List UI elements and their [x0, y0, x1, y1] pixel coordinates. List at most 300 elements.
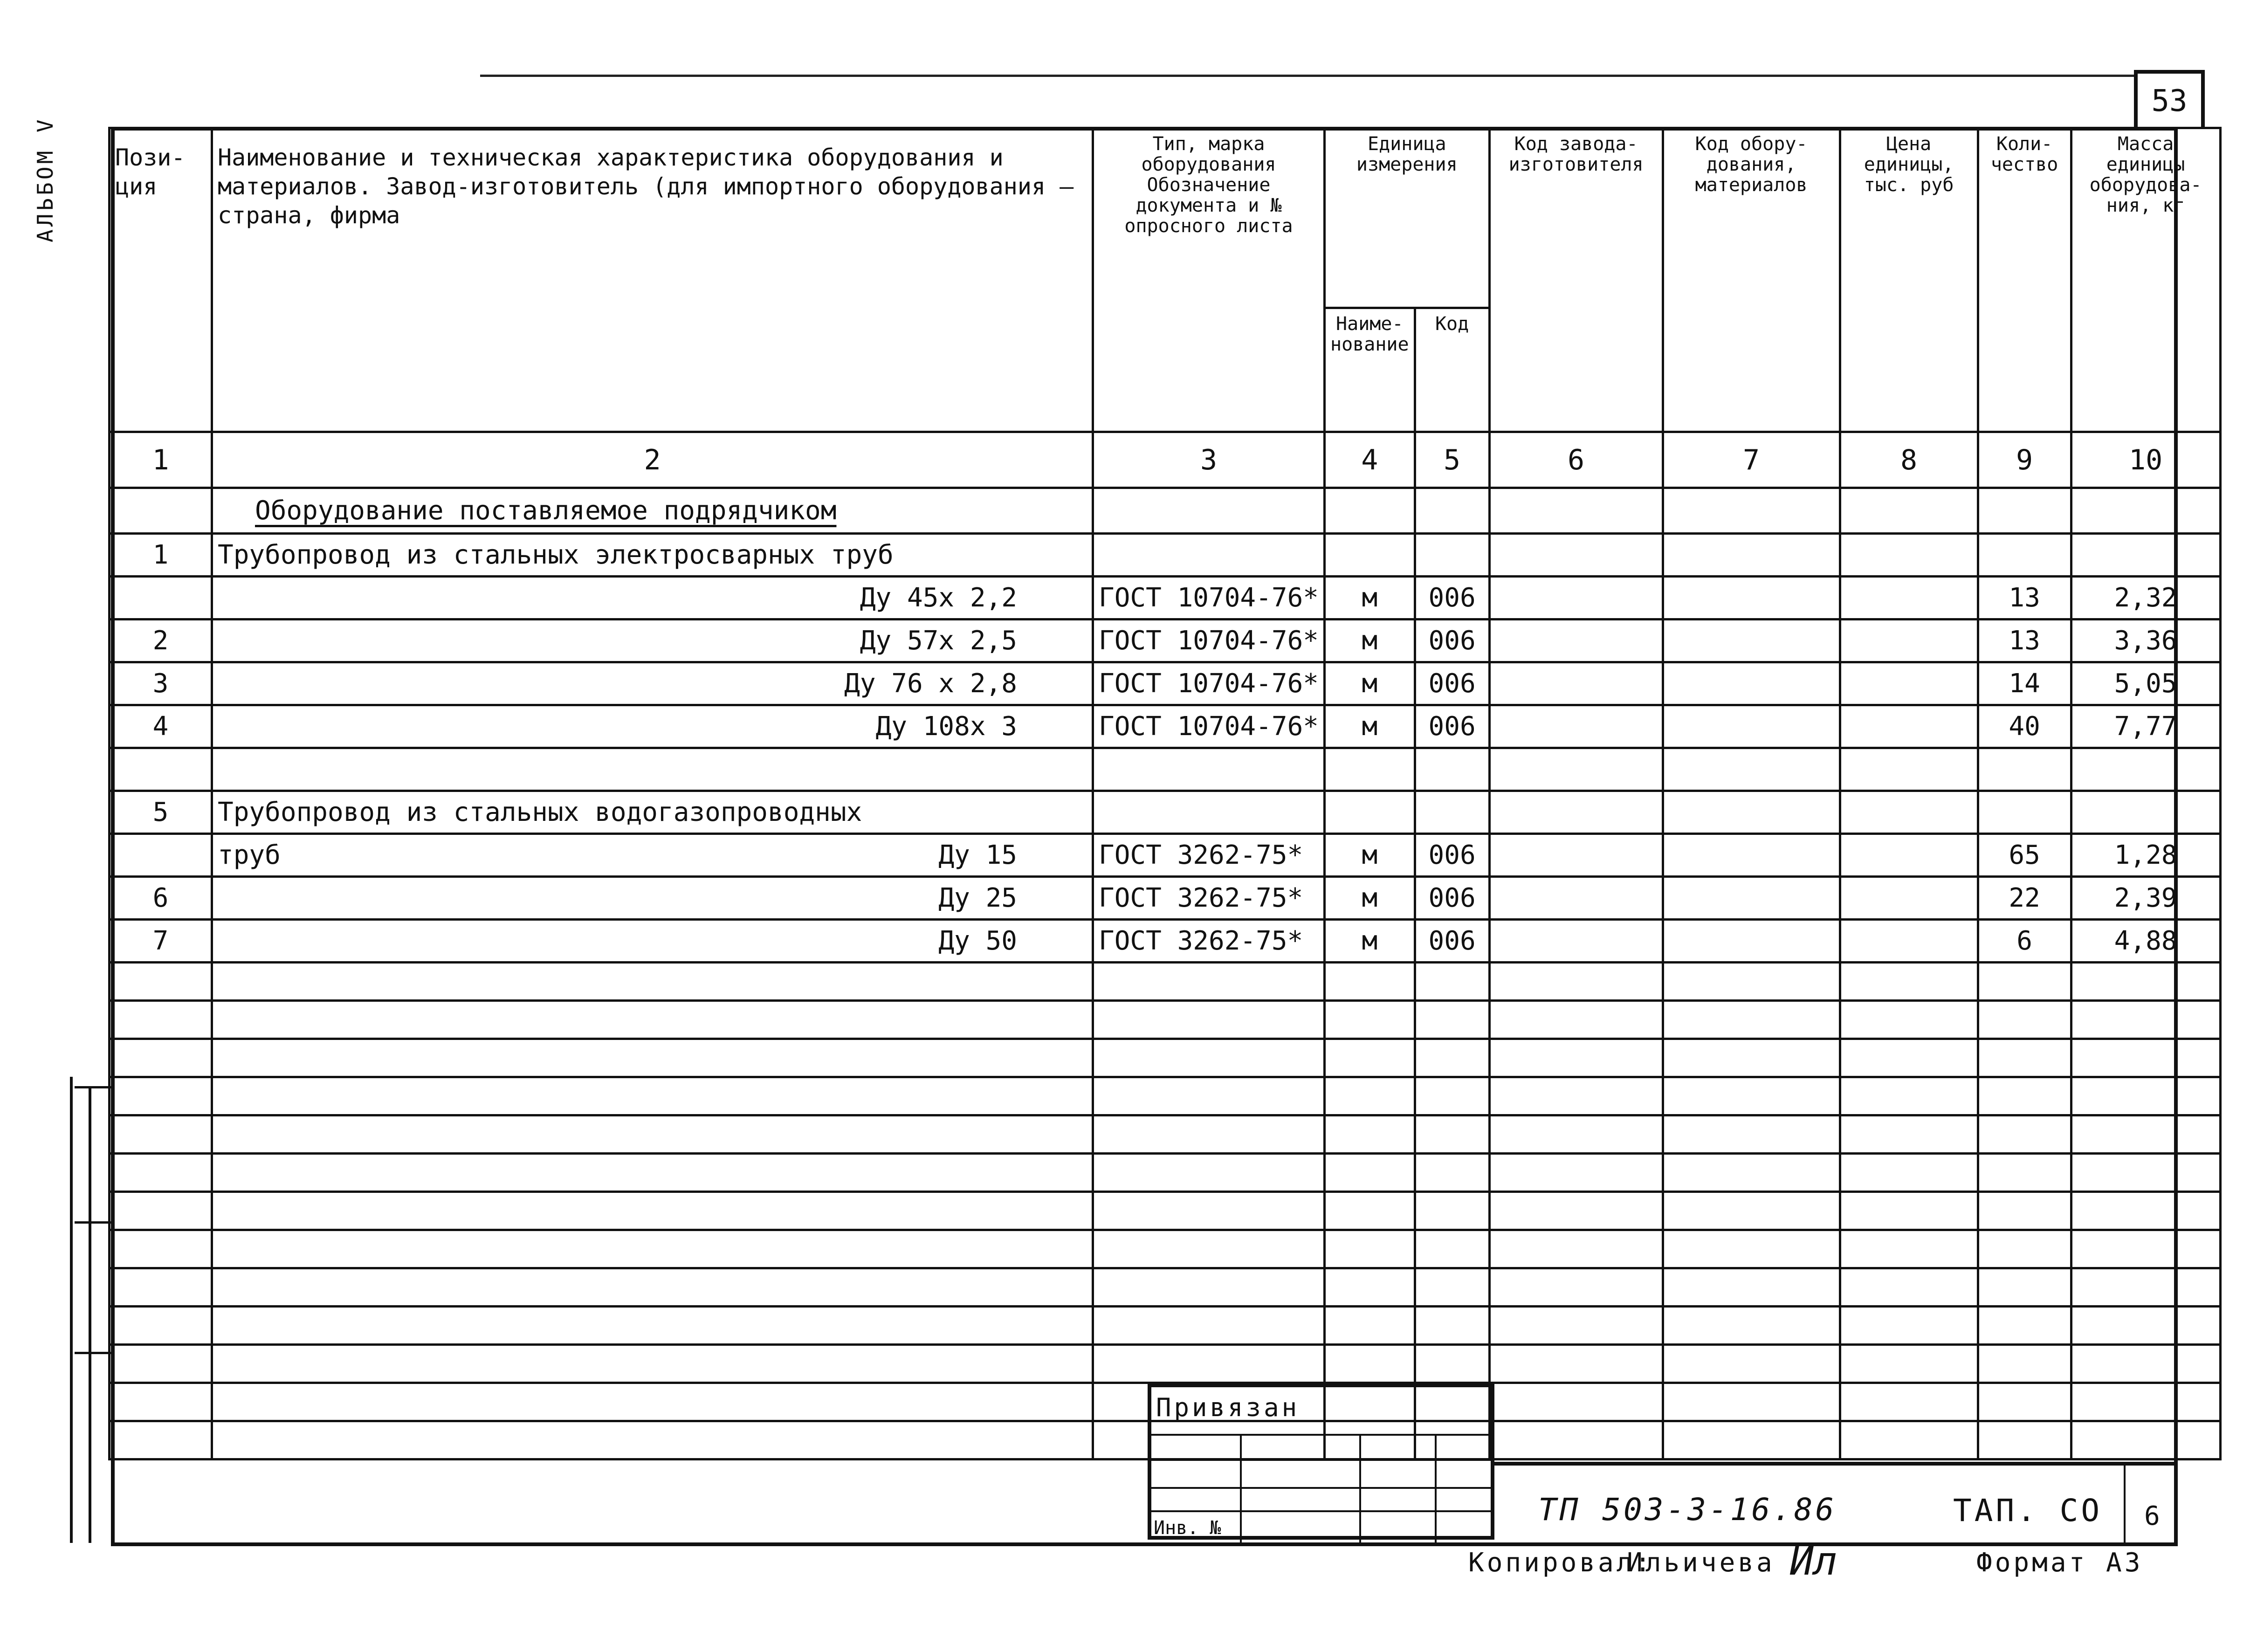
row-type: ГОСТ 10704-76*: [1093, 577, 1325, 620]
blank-cell: [1978, 1383, 2071, 1421]
column-number: 2: [212, 432, 1093, 488]
inventory-number-label: Инв. №: [1154, 1517, 1221, 1539]
row-mass: 1,28: [2071, 834, 2220, 877]
blank-cell: [1978, 1154, 2071, 1192]
row-equipment-code: [1663, 877, 1840, 920]
row-mass: 7,77: [2071, 705, 2220, 748]
column-number: 5: [1415, 432, 1489, 488]
row-unit-code: [1415, 748, 1489, 791]
row-name: [212, 834, 1093, 877]
row-type: [1093, 791, 1325, 834]
row-unit-code: 006: [1415, 834, 1489, 877]
row-quantity: 22: [1978, 877, 2071, 920]
blank-cell: [212, 1345, 1093, 1383]
blank-cell: [1415, 1307, 1489, 1345]
row-unit: м: [1325, 620, 1415, 662]
section-title: Оборудование поставляемое подрядчиком: [212, 488, 1093, 534]
blank-cell: [1489, 1230, 1663, 1268]
table-row: [110, 662, 2221, 705]
table-row: [110, 834, 2221, 877]
row-plant-code: [1489, 662, 1663, 705]
row-equipment-code: [1663, 834, 1840, 877]
blank-cell: [2071, 1345, 2220, 1383]
blank-cell: [1489, 1192, 1663, 1230]
blank-cell: [212, 1077, 1093, 1115]
row-plant-code: [1489, 577, 1663, 620]
blank-cell: [1840, 1039, 1978, 1077]
row-nominal-size: Ду 50: [938, 926, 1017, 956]
column-number: 9: [1978, 432, 2071, 488]
blank-cell: [1978, 1192, 2071, 1230]
binding-margin-tick: [75, 1086, 111, 1088]
blank-cell: [110, 1115, 212, 1154]
row-price: [1840, 577, 1978, 620]
row-type: ГОСТ 3262-75*: [1093, 877, 1325, 920]
title-block-rule: [1148, 1510, 1494, 1512]
blank-cell: [1415, 1115, 1489, 1154]
blank-cell: [1663, 1039, 1840, 1077]
blank-cell: [1093, 1345, 1325, 1383]
row-position: 7: [110, 920, 212, 963]
blank-cell: [1415, 1039, 1489, 1077]
blank-cell: [212, 1001, 1093, 1039]
row-name: [212, 662, 1093, 705]
blank-cell: [1978, 1307, 2071, 1345]
signature: Ил: [1790, 1538, 1837, 1584]
blank-cell: [1093, 1230, 1325, 1268]
blank-row: [110, 1115, 2221, 1154]
header-name: Наименование и техническая характеристика оборудования и материалов. Завод-изготовитель (для импортного оборудования — страна, фирма: [212, 128, 1093, 432]
row-price: [1840, 748, 1978, 791]
blank-cell: [1663, 1001, 1840, 1039]
row-quantity: 40: [1978, 705, 2071, 748]
column-number: 4: [1325, 432, 1415, 488]
sheet-corner-number: 6: [2144, 1501, 2160, 1531]
header-mass: Масса единицы оборудова-ния, кг: [2071, 128, 2220, 432]
title-block-rule: [1435, 1434, 1437, 1546]
blank-cell: [1663, 1345, 1840, 1383]
blank-cell: [1978, 1230, 2071, 1268]
row-unit: м: [1325, 920, 1415, 963]
blank-cell: [1840, 1001, 1978, 1039]
row-quantity: 13: [1978, 620, 2071, 662]
row-equipment-code: [1663, 662, 1840, 705]
blank-cell: [1325, 963, 1415, 1001]
blank-cell: [1325, 1307, 1415, 1345]
blank-row: [110, 1268, 2221, 1307]
row-unit-code: 006: [1415, 877, 1489, 920]
header-type: Тип, марка оборудования Обозначение документа и № опросного листа: [1093, 128, 1325, 432]
header-plant-code: Код завода-изготовителя: [1489, 128, 1663, 432]
row-mass: [2071, 534, 2220, 577]
blank-cell: [1663, 963, 1840, 1001]
blank-cell: [212, 1268, 1093, 1307]
row-equipment-code: [1663, 705, 1840, 748]
blank-cell: [1489, 1154, 1663, 1192]
blank-row: [110, 1077, 2221, 1115]
row-name-text: Трубопровод из стальных водогазопроводных: [218, 797, 862, 827]
table-row: [110, 877, 2221, 920]
attached-label: Привязан: [1156, 1393, 1300, 1422]
blank-cell: [1093, 1077, 1325, 1115]
row-plant-code: [1489, 791, 1663, 834]
blank-cell: [110, 963, 212, 1001]
blank-cell: [110, 1192, 212, 1230]
blank-cell: [110, 1421, 212, 1459]
table-row: [110, 620, 2221, 662]
header-price: Цена единицы, тыс. руб: [1840, 128, 1978, 432]
blank-cell: [1415, 1192, 1489, 1230]
blank-cell: [1840, 1307, 1978, 1345]
row-position: 1: [110, 534, 212, 577]
row-price: [1840, 920, 1978, 963]
blank-cell: [212, 963, 1093, 1001]
blank-cell: [2071, 1307, 2220, 1345]
row-nominal-size: Ду 76 х 2,8: [844, 668, 1017, 699]
row-position: [110, 577, 212, 620]
blank-cell: [1978, 1115, 2071, 1154]
blank-cell: [1489, 1421, 1663, 1459]
blank-cell: [110, 1154, 212, 1192]
blank-cell: [1489, 1307, 1663, 1345]
blank-cell: [1489, 1345, 1663, 1383]
blank-cell: [2071, 1001, 2220, 1039]
blank-cell: [1325, 1154, 1415, 1192]
row-name: [212, 620, 1093, 662]
header-unit: Единица измерения: [1325, 128, 1490, 308]
blank-cell: [1415, 1345, 1489, 1383]
row-price: [1840, 662, 1978, 705]
table-row: [110, 920, 2221, 963]
row-quantity: 6: [1978, 920, 2071, 963]
header-position: Пози-ция: [110, 128, 212, 432]
row-position: 5: [110, 791, 212, 834]
blank-cell: [1840, 1077, 1978, 1115]
row-type: ГОСТ 3262-75*: [1093, 834, 1325, 877]
blank-cell: [212, 1039, 1093, 1077]
blank-cell: [1415, 1154, 1489, 1192]
row-unit: м: [1325, 705, 1415, 748]
binding-margin-tick: [75, 1352, 111, 1354]
row-unit-code: 006: [1415, 705, 1489, 748]
row-price: [1840, 620, 1978, 662]
blank-cell: [1093, 1154, 1325, 1192]
blank-cell: [1325, 1192, 1415, 1230]
format-label: Формат А3: [1976, 1548, 2143, 1578]
column-number: 10: [2071, 432, 2220, 488]
row-equipment-code: [1663, 920, 1840, 963]
row-mass: 4,88: [2071, 920, 2220, 963]
header-unit-code: Код: [1415, 308, 1489, 432]
column-number: 7: [1663, 432, 1840, 488]
blank-cell: [1489, 1039, 1663, 1077]
document-code: ТП 503-3-16.86: [1538, 1492, 1837, 1528]
blank-cell: [1415, 1077, 1489, 1115]
table-row: [110, 577, 2221, 620]
blank-cell: [1325, 1268, 1415, 1307]
blank-row: [110, 1192, 2221, 1230]
row-quantity: [1978, 534, 2071, 577]
blank-cell: [1663, 1268, 1840, 1307]
blank-cell: [1093, 1268, 1325, 1307]
blank-cell: [1325, 1001, 1415, 1039]
blank-cell: [110, 1077, 212, 1115]
blank-cell: [110, 1383, 212, 1421]
row-name: [212, 705, 1093, 748]
blank-cell: [1663, 1307, 1840, 1345]
copied-by-label: Копировал:: [1468, 1548, 1654, 1578]
blank-cell: [1093, 963, 1325, 1001]
blank-cell: [1415, 963, 1489, 1001]
blank-cell: [1489, 1383, 1663, 1421]
row-equipment-code: [1663, 534, 1840, 577]
blank-cell: [2071, 963, 2220, 1001]
blank-row: [110, 1039, 2221, 1077]
blank-cell: [110, 1039, 212, 1077]
row-mass: 5,05: [2071, 662, 2220, 705]
blank-cell: [1978, 963, 2071, 1001]
row-nominal-size: Ду 45х 2,2: [860, 583, 1017, 613]
blank-cell: [1489, 1077, 1663, 1115]
row-mass: 3,36: [2071, 620, 2220, 662]
row-unit: [1325, 534, 1415, 577]
row-name: [212, 920, 1093, 963]
row-mass: 2,39: [2071, 877, 2220, 920]
blank-cell: [2071, 1230, 2220, 1268]
row-plant-code: [1489, 534, 1663, 577]
blank-cell: [212, 1230, 1093, 1268]
blank-cell: [1325, 1077, 1415, 1115]
row-unit: м: [1325, 877, 1415, 920]
row-position: [110, 748, 212, 791]
blank-cell: [1663, 1115, 1840, 1154]
blank-cell: [1978, 1001, 2071, 1039]
blank-cell: [212, 1115, 1093, 1154]
blank-cell: [110, 1230, 212, 1268]
table-row: [110, 791, 2221, 834]
row-unit-code: [1415, 534, 1489, 577]
blank-cell: [1663, 1421, 1840, 1459]
table-row: [110, 534, 2221, 577]
binding-margin-rule: [89, 1086, 91, 1543]
row-position: [110, 834, 212, 877]
blank-row: [110, 1345, 2221, 1383]
blank-cell: [110, 1345, 212, 1383]
row-name: [212, 877, 1093, 920]
blank-cell: [1325, 1230, 1415, 1268]
blank-row: [110, 1154, 2221, 1192]
row-unit-code: [1415, 791, 1489, 834]
blank-row: [110, 963, 2221, 1001]
row-type: ГОСТ 10704-76*: [1093, 662, 1325, 705]
blank-cell: [212, 1421, 1093, 1459]
row-quantity: [1978, 748, 2071, 791]
row-unit: [1325, 748, 1415, 791]
section-row: [110, 488, 2221, 534]
row-price: [1840, 534, 1978, 577]
table-row: [110, 705, 2221, 748]
page-number: 53: [2134, 70, 2205, 129]
row-unit-code: 006: [1415, 620, 1489, 662]
blank-cell: [212, 1383, 1093, 1421]
row-price: [1840, 877, 1978, 920]
row-quantity: [1978, 791, 2071, 834]
blank-row: [110, 1001, 2221, 1039]
blank-cell: [2071, 1421, 2220, 1459]
blank-cell: [2071, 1115, 2220, 1154]
blank-cell: [1840, 1230, 1978, 1268]
row-type: ГОСТ 10704-76*: [1093, 620, 1325, 662]
row-unit: м: [1325, 662, 1415, 705]
row-quantity: 14: [1978, 662, 2071, 705]
row-unit-code: 006: [1415, 920, 1489, 963]
row-nominal-size: Ду 108х 3: [875, 711, 1017, 742]
blank-cell: [1840, 1268, 1978, 1307]
row-price: [1840, 834, 1978, 877]
row-equipment-code: [1663, 791, 1840, 834]
row-plant-code: [1489, 834, 1663, 877]
blank-cell: [1093, 1039, 1325, 1077]
row-price: [1840, 791, 1978, 834]
blank-cell: [1415, 1001, 1489, 1039]
row-position: 4: [110, 705, 212, 748]
blank-cell: [1840, 1192, 1978, 1230]
row-unit: м: [1325, 834, 1415, 877]
blank-row: [110, 1307, 2221, 1345]
row-type: ГОСТ 10704-76*: [1093, 705, 1325, 748]
row-price: [1840, 705, 1978, 748]
blank-cell: [1415, 1230, 1489, 1268]
blank-cell: [1325, 1039, 1415, 1077]
row-plant-code: [1489, 705, 1663, 748]
row-name-text: Трубопровод из стальных электросварных труб: [218, 540, 894, 570]
row-plant-code: [1489, 920, 1663, 963]
row-name-text: труб: [218, 840, 281, 870]
blank-cell: [1093, 1001, 1325, 1039]
row-plant-code: [1489, 877, 1663, 920]
row-position: 2: [110, 620, 212, 662]
row-unit-code: 006: [1415, 577, 1489, 620]
row-position: 6: [110, 877, 212, 920]
header-quantity: Коли-чество: [1978, 128, 2071, 432]
blank-row: [110, 1230, 2221, 1268]
blank-cell: [1978, 1268, 2071, 1307]
column-number: 8: [1840, 432, 1978, 488]
row-plant-code: [1489, 620, 1663, 662]
blank-cell: [1663, 1154, 1840, 1192]
title-block-rule: [1148, 1487, 1494, 1489]
blank-cell: [1840, 1383, 1978, 1421]
title-block-rule: [1148, 1459, 1494, 1461]
row-mass: [2071, 748, 2220, 791]
row-name: [212, 577, 1093, 620]
blank-cell: [1978, 1345, 2071, 1383]
blank-cell: [1978, 1421, 2071, 1459]
blank-cell: [1978, 1039, 2071, 1077]
blank-cell: [1415, 1268, 1489, 1307]
blank-cell: [1978, 1077, 2071, 1115]
blank-cell: [2071, 1077, 2220, 1115]
top-rule: [480, 75, 2134, 77]
blank-cell: [1325, 1115, 1415, 1154]
blank-cell: [1093, 1192, 1325, 1230]
blank-cell: [1663, 1230, 1840, 1268]
blank-cell: [1840, 963, 1978, 1001]
blank-cell: [212, 1154, 1093, 1192]
blank-cell: [212, 1192, 1093, 1230]
copied-by-name: Ильичева: [1627, 1548, 1775, 1578]
blank-cell: [2071, 1039, 2220, 1077]
blank-cell: [1489, 1115, 1663, 1154]
row-unit-code: 006: [1415, 662, 1489, 705]
blank-cell: [1663, 1383, 1840, 1421]
specification-table: [108, 127, 2222, 1460]
blank-cell: [1325, 1345, 1415, 1383]
blank-cell: [1489, 1268, 1663, 1307]
header-unit-name: Наиме-нование: [1325, 308, 1415, 432]
blank-cell: [1663, 1192, 1840, 1230]
row-quantity: 13: [1978, 577, 2071, 620]
blank-cell: [1489, 1001, 1663, 1039]
row-name: [212, 791, 1093, 834]
blank-cell: [1840, 1345, 1978, 1383]
blank-cell: [2071, 1268, 2220, 1307]
blank-cell: [1489, 963, 1663, 1001]
row-equipment-code: [1663, 620, 1840, 662]
row-nominal-size: Ду 25: [938, 883, 1017, 913]
row-nominal-size: Ду 15: [938, 840, 1017, 870]
blank-cell: [1840, 1115, 1978, 1154]
blank-cell: [110, 1001, 212, 1039]
blank-cell: [110, 1307, 212, 1345]
row-plant-code: [1489, 748, 1663, 791]
row-unit: м: [1325, 577, 1415, 620]
blank-cell: [2071, 1154, 2220, 1192]
row-name: [212, 534, 1093, 577]
row-type: ГОСТ 3262-75*: [1093, 920, 1325, 963]
column-number: 6: [1489, 432, 1663, 488]
column-number: 3: [1093, 432, 1325, 488]
blank-cell: [1093, 1115, 1325, 1154]
table-row: [110, 748, 2221, 791]
row-name: [212, 748, 1093, 791]
row-unit: [1325, 791, 1415, 834]
row-nominal-size: Ду 57х 2,5: [860, 626, 1017, 656]
title-block-rule: [1240, 1434, 1242, 1546]
title-block-rule: [1359, 1434, 1361, 1546]
blank-cell: [1840, 1421, 1978, 1459]
blank-cell: [2071, 1192, 2220, 1230]
row-equipment-code: [1663, 748, 1840, 791]
blank-cell: [110, 1268, 212, 1307]
row-position: 3: [110, 662, 212, 705]
album-code: ТАП. СО: [1953, 1493, 2103, 1528]
row-quantity: 65: [1978, 834, 2071, 877]
title-block-rule: [1148, 1434, 1494, 1436]
binding-margin-tick: [75, 1221, 111, 1224]
blank-cell: [212, 1307, 1093, 1345]
column-number-row: [110, 432, 2221, 488]
album-label: АЛЬБОМ V: [33, 117, 58, 242]
blank-cell: [1840, 1154, 1978, 1192]
row-type: [1093, 748, 1325, 791]
binding-margin-rule: [70, 1077, 73, 1543]
row-mass: [2071, 791, 2220, 834]
blank-cell: [2071, 1383, 2220, 1421]
row-equipment-code: [1663, 577, 1840, 620]
blank-cell: [1663, 1077, 1840, 1115]
column-number: 1: [110, 432, 212, 488]
